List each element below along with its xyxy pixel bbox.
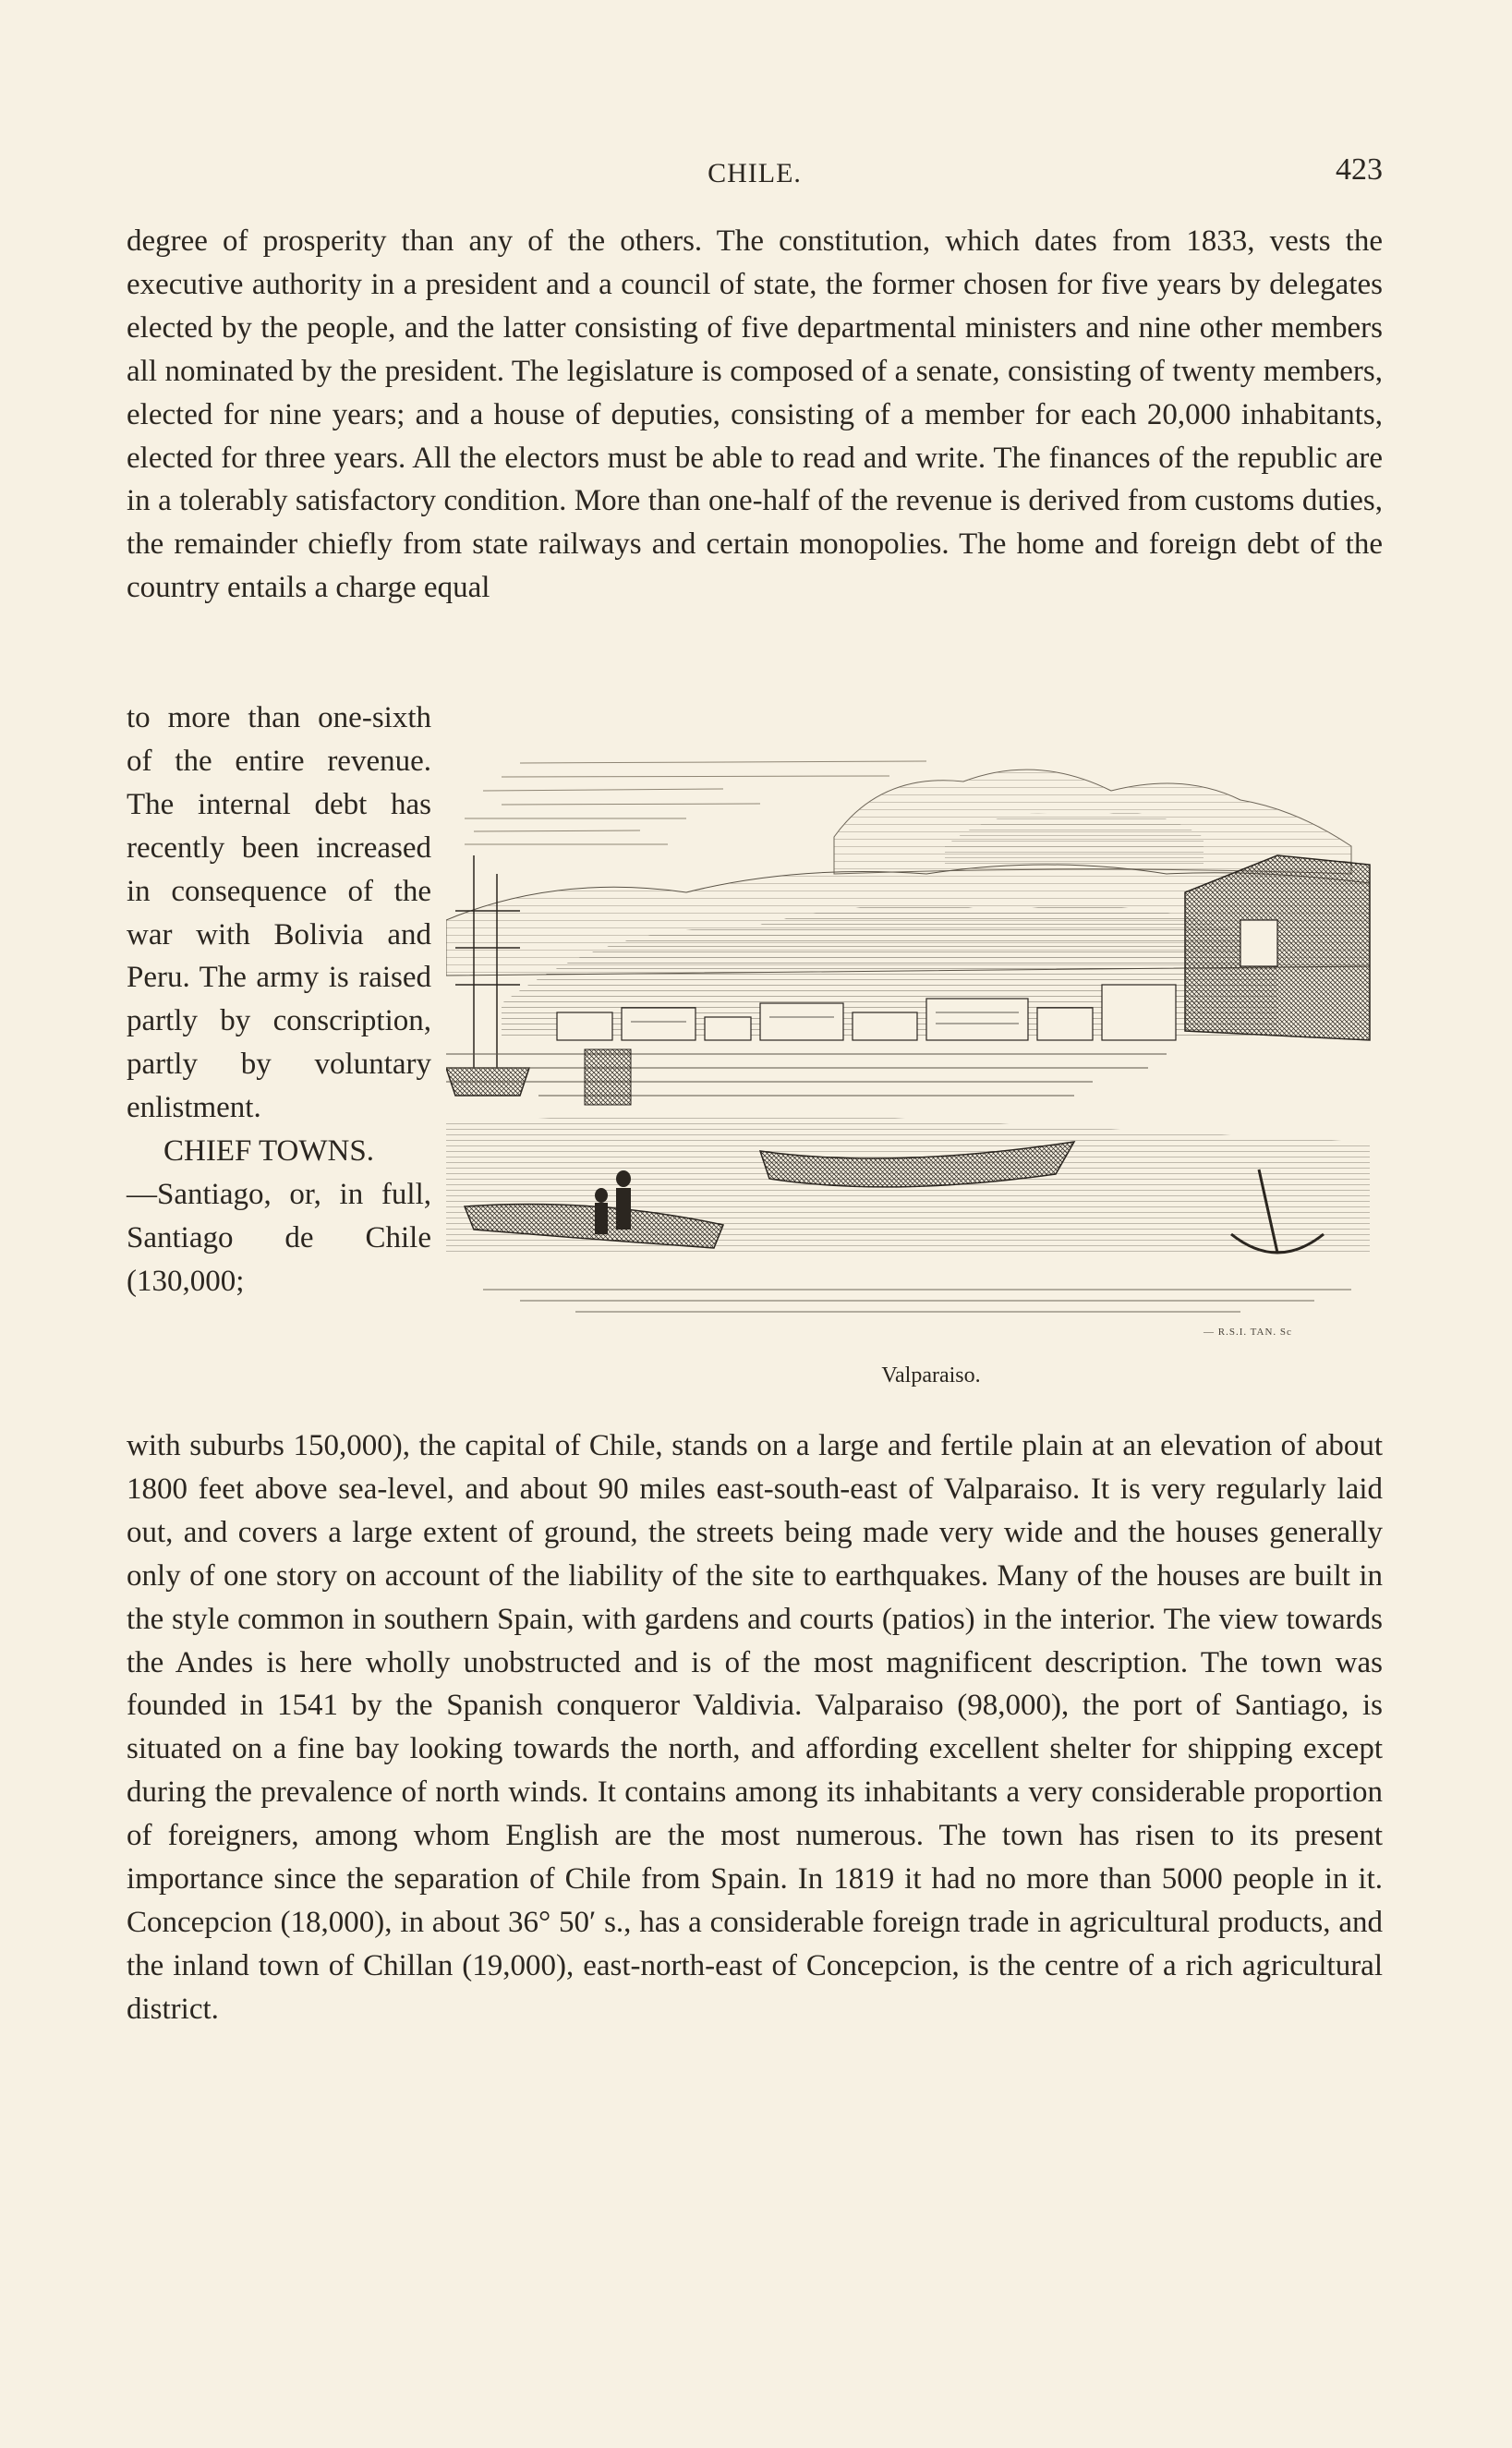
narrow-column-continued: —Santiago, or, in full, Santiago de Chile (130,000; — [127, 1177, 431, 1298]
pier — [585, 1049, 631, 1105]
valparaiso-engraving — [446, 735, 1379, 1354]
chief-towns-heading: CHIEF TOWNS. — [163, 1134, 374, 1169]
page-number: 423 — [1336, 152, 1383, 187]
narrow-column — [127, 697, 431, 1303]
valparaiso-figure — [446, 735, 1379, 1400]
engraver-signature: — R.S.I. TAN. Sc — [1204, 1327, 1292, 1338]
running-title: CHILE. — [708, 158, 802, 188]
house-window — [1240, 920, 1277, 966]
harbor-water — [446, 1054, 1167, 1096]
figure-caption: Valparaiso. — [881, 1363, 981, 1388]
page-header — [127, 151, 1383, 197]
shore-streaks — [483, 1290, 1351, 1312]
narrow-column-text: to more than one-sixth of the entire revenue. The internal debt has recently been increased in consequence of the war with Bolivia and Peru. The army is raised partly by conscription, partly by voluntary enlistment. — [127, 701, 431, 1125]
paragraph-bottom: with suburbs 150,000), the capital of Chile, stands on a large and fertile plain at an elevation of about 1800 feet above sea-level, and about 90 miles east-south-east of Valparaiso. It is very regularly laid out, and covers a large extent of ground, the streets being made very wide and the houses generally only of one story on account of the liability of the site to earthquakes. Many of the houses are built in the style common in southern Spain, with gardens and courts (patios) in the interior. The view towards the Andes is here wholly unobstructed and is of the most magnificent description. The town was founded in 1541 by the Spanish conqueror Valdivia. Valparaiso (98,000), the port of Santiago, is situated on a fine bay looking towards the north, and affording excellent shelter for shipping except during the prevalence of north winds. It contains among its inhabitants a very considerable proportion of foreigners, among whom English are the most numerous. The town has risen to its present importance since the separation of Chile from Spain. In 1819 it had no more than 5000 people in it. Concepcion (18,000), in about 36° 50′ s., has a considerable foreign trade in agricultural products, and the inland town of Chillan (19,000), east-north-east of Concepcion, is the centre of a rich agricultural district. — [127, 1429, 1383, 2026]
paragraph-top: degree of prosperity than any of the others. The constitution, which dates from 1833, vests the executive authority in a president and a council of state, the former chosen for five years by delegates elected by the people, and the latter consisting of five departmental ministers and nine other members all nominated by the president. The legislature is composed of a senate, consisting of twenty members, elected for nine years; and a house of deputies, consisting of a member for each 20,000 inhabitants, elected for three years. All the electors must be able to read and write. The finances of the republic are in a tolerably satisfactory condition. More than one-half of the revenue is derived from customs duties, the remainder chiefly from state railways and certain monopolies. The home and foreign debt of the country entails a charge equal — [127, 224, 1383, 605]
